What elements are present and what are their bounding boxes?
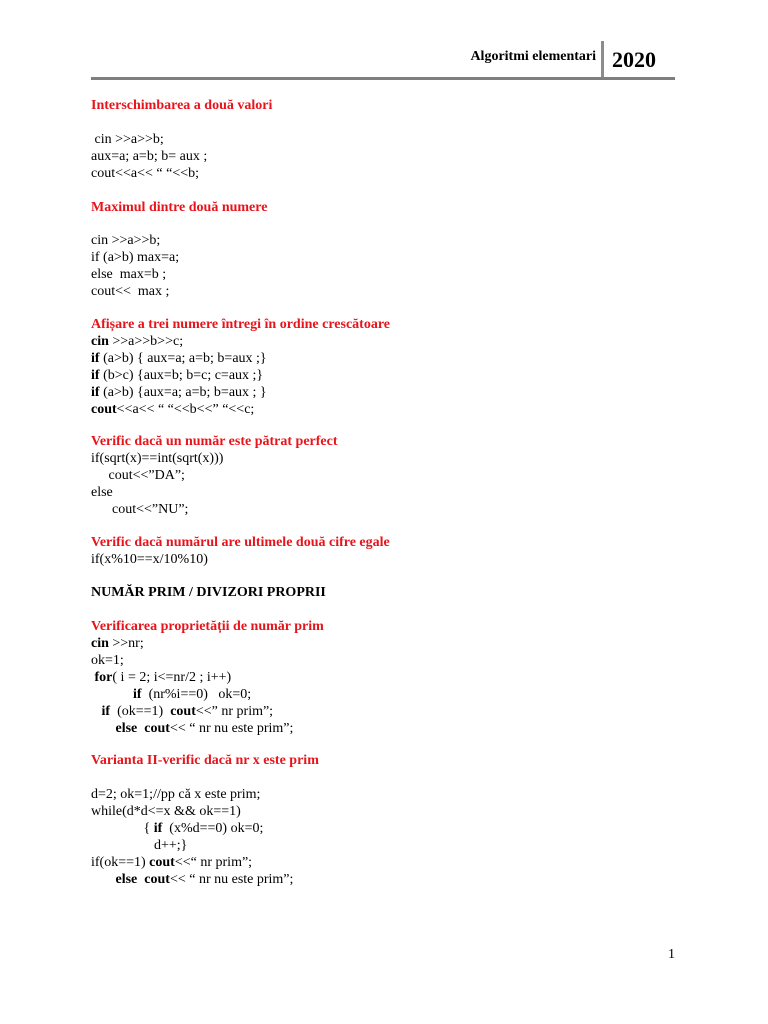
code-line: [91, 871, 293, 888]
code-line: [91, 854, 252, 871]
page-number: 1: [668, 947, 675, 962]
indent: {: [91, 821, 154, 836]
code-text: (x%d==0) ok=0;: [162, 821, 264, 836]
keyword: for: [91, 670, 113, 685]
code-line: cin >>a>>b;: [91, 233, 161, 248]
code-text: (nr%i==0) ok=0;: [141, 687, 252, 702]
code-text: <<a<< “ “<<b<<” “<<c;: [116, 402, 255, 417]
code-text: (b>c) {aux=b; b=c; c=aux ;}: [99, 368, 264, 383]
code-line: [91, 703, 273, 720]
keyword: cout: [91, 402, 117, 417]
header-divider: [601, 41, 604, 79]
code-line: else max=b ;: [91, 267, 167, 282]
section-heading-prime1: Verificarea proprietății de număr prim: [91, 619, 324, 634]
indent: [91, 704, 102, 719]
code-line: d++;}: [91, 838, 188, 853]
indent: [91, 721, 116, 736]
keyword: if: [91, 351, 100, 366]
keyword: if: [133, 687, 142, 702]
code-text: << “ nr nu este prim”;: [169, 872, 294, 887]
code-line: [91, 635, 144, 652]
code-text: <<“ nr prim”;: [174, 855, 253, 870]
section-heading-max: Maximul dintre două numere: [91, 200, 268, 215]
running-header-title: Algoritmi elementari: [470, 49, 596, 64]
code-line: cout<<”NU”;: [91, 502, 189, 517]
section-heading-swap: Interschimbarea a două valori: [91, 98, 273, 113]
code-line: d=2; ok=1;//pp că x este prim;: [91, 787, 261, 802]
code-line: if(sqrt(x)==int(sqrt(x))): [91, 451, 224, 466]
code-line: ok=1;: [91, 653, 124, 668]
header-year: 2020: [612, 47, 656, 72]
keyword: if: [91, 385, 100, 400]
section-heading-sort3: Afișare a trei numere întregi în ordine crescătoare: [91, 317, 390, 332]
indent: [91, 687, 133, 702]
keyword: if: [101, 704, 111, 719]
keyword: cout: [170, 704, 196, 719]
header-rule: [91, 77, 675, 80]
keyword: if: [91, 368, 100, 383]
code-line: [91, 333, 183, 350]
section-heading-prime2: Varianta II-verific dacă nr x este prim: [91, 753, 319, 768]
section-title-prime: NUMĂR PRIM / DIVIZORI PROPRII: [91, 585, 326, 600]
code-text: << “ nr nu este prim”;: [169, 721, 294, 736]
keyword: else cout: [115, 872, 170, 887]
code-line: [91, 720, 293, 737]
keyword: else cout: [115, 721, 170, 736]
code-line: [91, 350, 267, 367]
indent: [91, 872, 116, 887]
code-line: if(x%10==x/10%10): [91, 552, 208, 567]
code-text: (a>b) { aux=a; a=b; b=aux ;}: [99, 351, 267, 366]
code-text: (ok==1): [110, 704, 171, 719]
code-line: cout<< max ;: [91, 284, 170, 299]
code-line: if (a>b) max=a;: [91, 250, 180, 265]
code-line: aux=a; a=b; b= aux ;: [91, 149, 208, 164]
section-heading-square: Verific dacă un număr este pătrat perfect: [91, 434, 338, 449]
code-line: [91, 401, 254, 418]
code-line: cin >>a>>b;: [91, 132, 164, 147]
code-text: >>a>>b>>c;: [108, 334, 184, 349]
code-text: ( i = 2; i<=nr/2 ; i++): [112, 670, 232, 685]
code-line: [91, 669, 231, 686]
keyword: cout: [149, 855, 175, 870]
code-text: if(ok==1): [91, 855, 150, 870]
keyword: cin: [91, 636, 109, 651]
keyword: if: [153, 821, 163, 836]
code-line: cout<<a<< “ “<<b;: [91, 166, 200, 181]
code-line: else: [91, 485, 113, 500]
code-line: [91, 367, 263, 384]
keyword: cin: [91, 334, 109, 349]
code-line: [91, 384, 267, 401]
code-line: cout<<”DA”;: [91, 468, 185, 483]
code-text: (a>b) {aux=a; a=b; b=aux ; }: [99, 385, 267, 400]
section-heading-digits: Verific dacă numărul are ultimele două cifre egale: [91, 535, 390, 550]
code-line: while(d*d<=x && ok==1): [91, 804, 241, 819]
code-line: [91, 686, 251, 703]
code-text: <<” nr prim”;: [195, 704, 274, 719]
code-text: >>nr;: [108, 636, 144, 651]
code-line: [91, 820, 263, 837]
